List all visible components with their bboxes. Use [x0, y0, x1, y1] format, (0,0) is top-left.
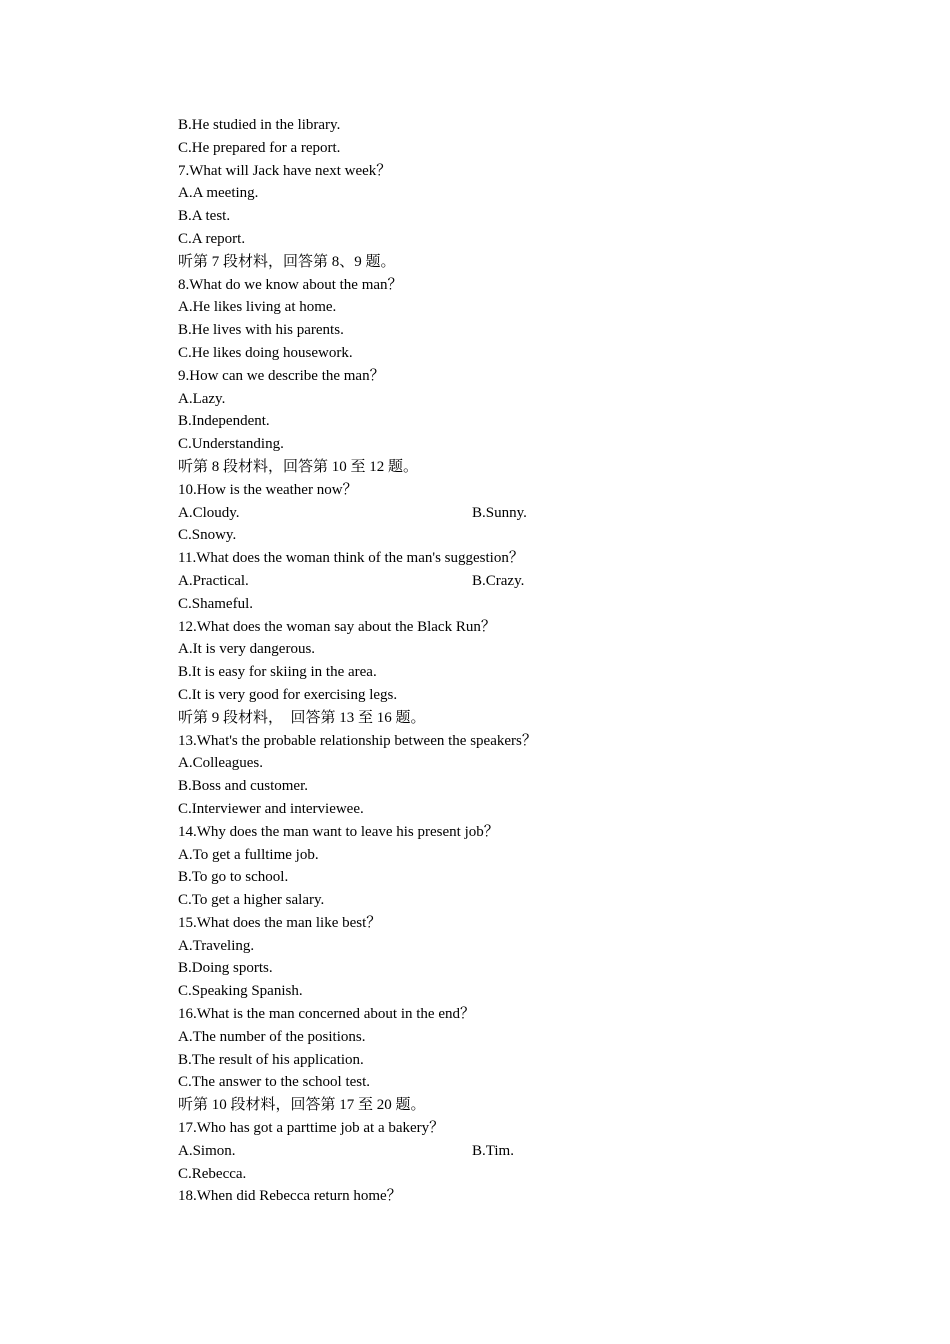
option-line: C.It is very good for exercising legs.: [178, 686, 398, 703]
option-line: B.A test.: [178, 208, 231, 225]
question-17: 17.Who has got a parttime job at a bakery？: [178, 1120, 445, 1137]
option-line: C.Interviewer and interviewee.: [178, 800, 364, 817]
question-12: 12.What does the woman say about the Black Run？: [178, 618, 496, 635]
option-b: B.Sunny.: [472, 504, 527, 521]
option-line: A.Colleagues.: [178, 755, 263, 772]
question-18: 18.When did Rebecca return home？: [178, 1188, 402, 1205]
option-line: A.Lazy.: [178, 390, 226, 407]
section-instruction: 听第 8 段材料，回答第 10 至 12 题。: [178, 458, 419, 475]
option-line: C.He prepared for a report.: [178, 139, 341, 156]
option-a: A.Cloudy.: [178, 504, 240, 521]
question-14: 14.Why does the man want to leave his present job？: [178, 823, 499, 840]
question-9: 9.How can we describe the man？: [178, 367, 385, 384]
document-text: [178, 114, 878, 1208]
option-line: B.He lives with his parents.: [178, 322, 344, 339]
question-16: 16.What is the man concerned about in the end？: [178, 1006, 475, 1023]
option-line: B.Boss and customer.: [178, 778, 308, 795]
option-line: A.To get a fulltime job.: [178, 846, 319, 863]
option-line: A.It is very dangerous.: [178, 641, 316, 658]
option-row: [178, 1140, 878, 1163]
section-instruction: 听第 7 段材料，回答第 8、9 题。: [178, 253, 396, 270]
option-line: B.Doing sports.: [178, 960, 273, 977]
option-line: A.A meeting.: [178, 185, 259, 202]
option-line: C.He likes doing housework.: [178, 344, 353, 361]
question-13: 13.What's the probable relationship between the speakers？: [178, 732, 537, 749]
question-10: 10.How is the weather now？: [178, 481, 358, 498]
option-line: C.Understanding.: [178, 436, 284, 453]
option-line: C.The answer to the school test.: [178, 1074, 371, 1091]
option-line: C.A report.: [178, 230, 246, 247]
option-line: B.He studied in the library.: [178, 117, 341, 133]
section-instruction: 听第 9 段材料， 回答第 13 至 16 题。: [178, 709, 426, 726]
option-line: A.He likes living at home.: [178, 299, 337, 316]
option-line: B.The result of his application.: [178, 1051, 364, 1068]
option-a: A.Simon.: [178, 1142, 236, 1159]
option-line: C.Speaking Spanish.: [178, 983, 303, 1000]
option-line: B.It is easy for skiing in the area.: [178, 664, 377, 681]
question-7: 7.What will Jack have next week？: [178, 162, 392, 179]
option-line: C.Shameful.: [178, 595, 253, 612]
option-line: A.The number of the positions.: [178, 1028, 366, 1045]
option-line: B.To go to school.: [178, 869, 289, 886]
option-row: [178, 570, 878, 593]
option-b: B.Crazy.: [472, 572, 525, 589]
option-line: A.Traveling.: [178, 937, 255, 954]
question-11: 11.What does the woman think of the man's suggestion？: [178, 550, 524, 567]
question-8: 8.What do we know about the man？: [178, 276, 403, 293]
section-instruction: 听第 10 段材料，回答第 17 至 20 题。: [178, 1097, 426, 1114]
option-b: B.Tim.: [472, 1142, 514, 1159]
option-line: B.Independent.: [178, 413, 270, 430]
option-line: C.Rebecca.: [178, 1165, 247, 1182]
option-line: C.Snowy.: [178, 527, 237, 544]
option-a: A.Practical.: [178, 572, 249, 589]
option-line: C.To get a higher salary.: [178, 892, 325, 909]
question-15: 15.What does the man like best？: [178, 914, 382, 931]
option-row: [178, 502, 878, 525]
